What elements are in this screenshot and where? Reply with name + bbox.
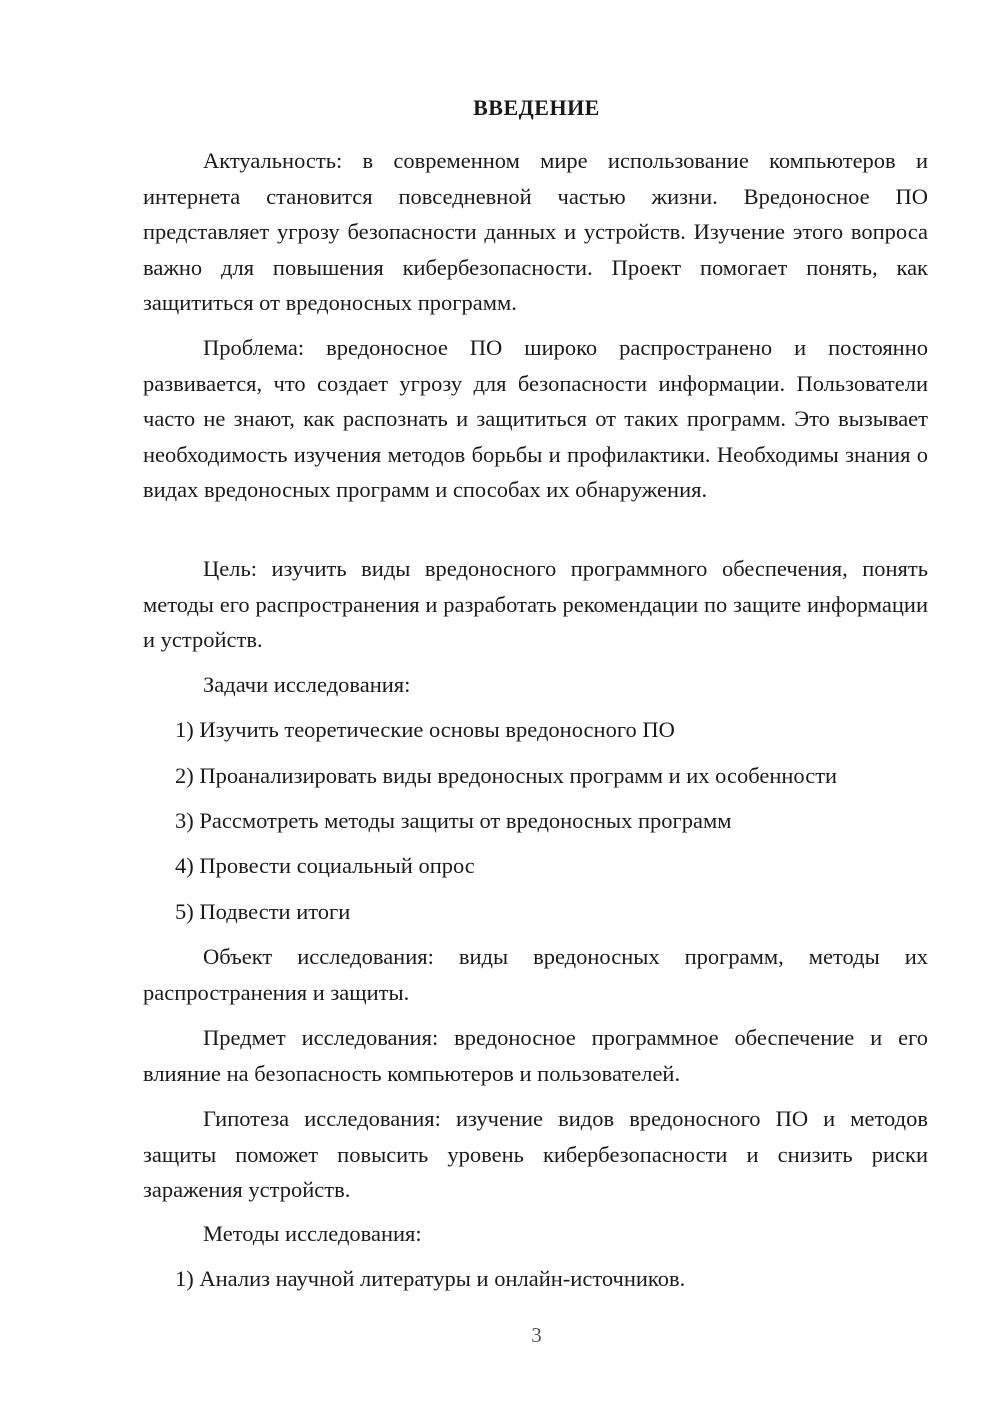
relevance-paragraph: Актуальность: в современном мире использование компьютеров и интернета становится повседневной частью жизни. Вредоносное ПО представляет угрозу безопасности данных и устройств. Изучение этого вопроса важно для повышения кибербезопасности. Проект помогает понять, как защититься от вредоносных программ. (143, 148, 928, 315)
task-item: 5) Подвести итоги (175, 899, 351, 924)
problem-paragraph: Проблема: вредоносное ПО широко распространено и постоянно развивается, что создает угрозу для безопасности информации. Пользователи часто не знают, как распознать и защититься от таких программ. Это вызывает необходимость изучения методов борьбы и профилактики. Необходимы знания о видах вредоносных программ и способах их обнаружения. (143, 335, 928, 502)
goal-paragraph: Цель: изучить виды вредоносного программного обеспечения, понять методы его распространения и разработать рекомендации по защите информации и устройств. (143, 556, 928, 652)
hypothesis-paragraph: Гипотеза исследования: изучение видов вредоносного ПО и методов защиты поможет повысить уровень кибербезопасности и снизить риски заражения устройств. (143, 1106, 928, 1202)
tasks-heading: Задачи исследования: (203, 672, 411, 697)
methods-heading: Методы исследования: (203, 1221, 422, 1246)
task-item: 2) Проанализировать виды вредоносных программ и их особенности (175, 763, 838, 788)
task-item: 4) Провести социальный опрос (175, 853, 475, 878)
subject-paragraph: Предмет исследования: вредоносное программное обеспечение и его влияние на безопасность компьютеров и пользователей. (143, 1025, 928, 1086)
object-paragraph: Объект исследования: виды вредоносных программ, методы их распространения и защиты. (143, 944, 928, 1005)
task-item: 1) Изучить теоретические основы вредоносного ПО (175, 717, 675, 742)
section-title: ВВЕДЕНИЕ (473, 95, 600, 120)
task-item: 3) Рассмотреть методы защиты от вредоносных программ (175, 808, 732, 833)
page-number: 3 (531, 1323, 542, 1347)
method-item: 1) Анализ научной литературы и онлайн-источников. (175, 1266, 686, 1291)
